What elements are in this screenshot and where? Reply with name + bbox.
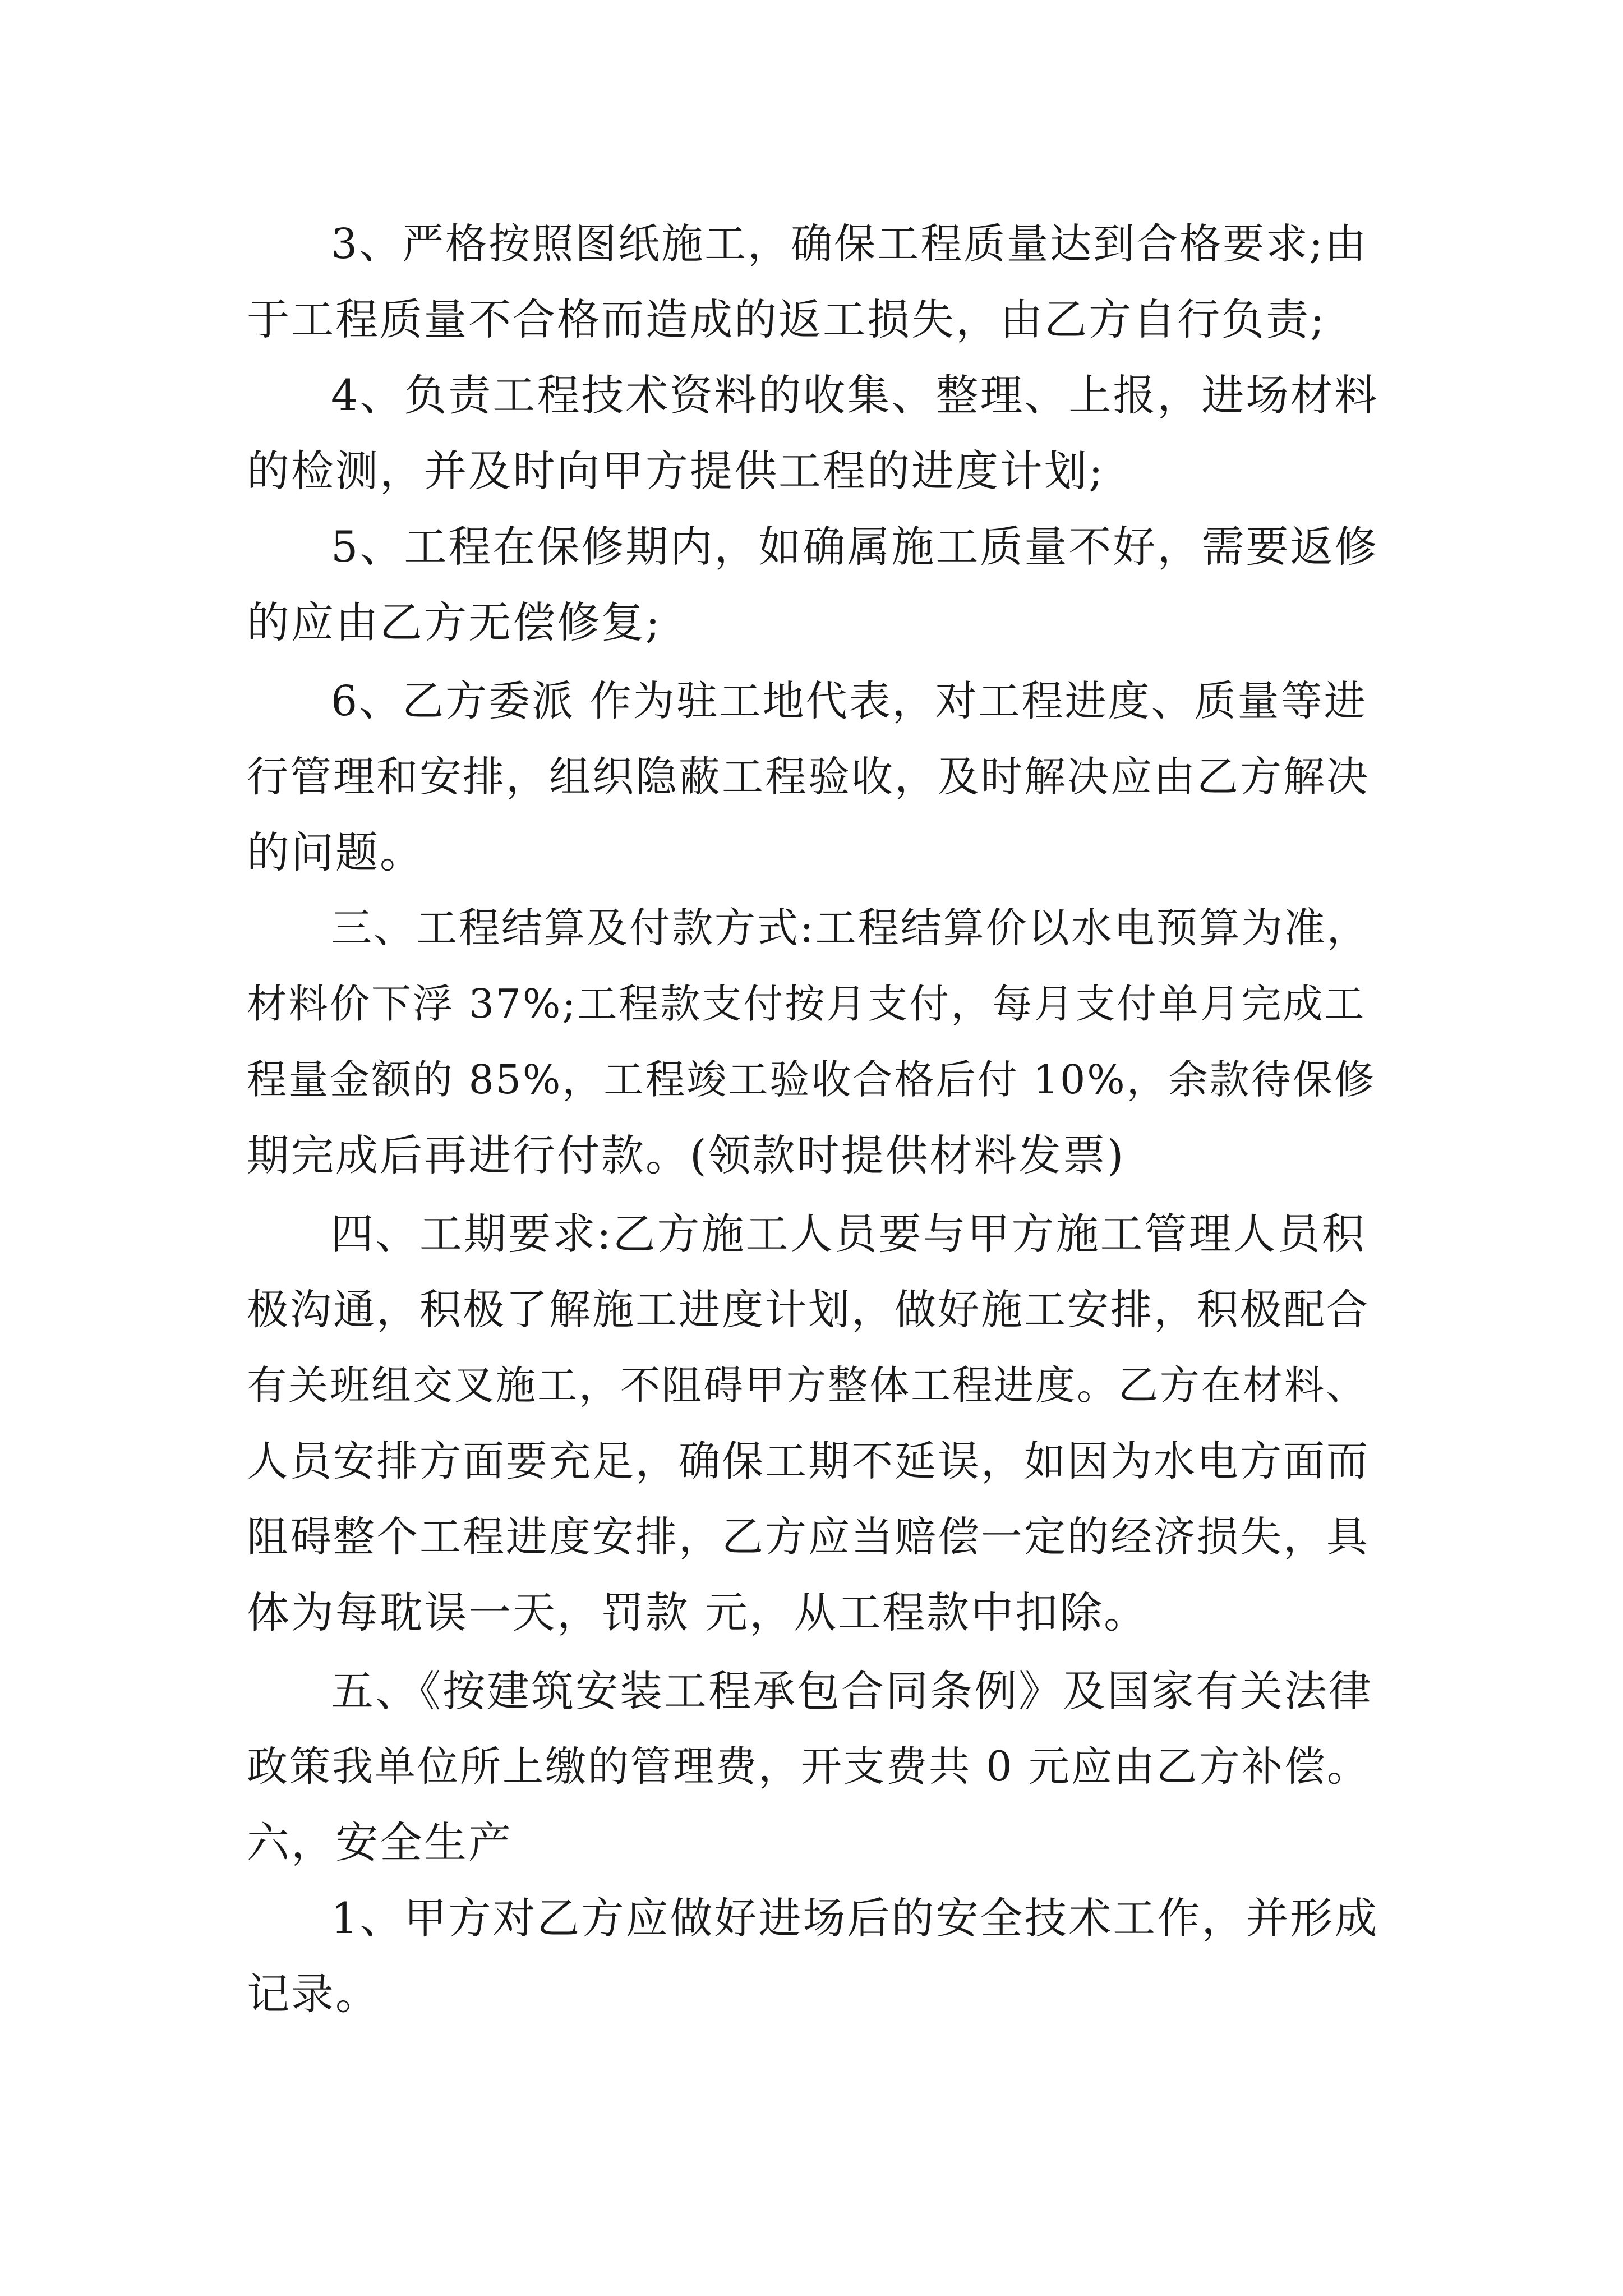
text-line: 极沟通，积极了解施工进度计划，做好施工安排，积极配合 bbox=[247, 1286, 1370, 1334]
text-line: 政策我单位所上缴的管理费，开支费共 0 元应由乙方补偿。 bbox=[247, 1743, 1370, 1791]
text-line: 三、工程结算及付款方式:工程结算价以水电预算为准， bbox=[331, 904, 1370, 952]
text-line: 5、工程在保修期内，如确属施工质量不好，需要返修 bbox=[331, 522, 1379, 572]
text-line: 于工程质量不合格而造成的返工损失，由乙方自行负责; bbox=[247, 295, 1326, 344]
text-line: 的问题。 bbox=[247, 827, 424, 877]
text-line: 1、甲方对乙方应做好进场后的安全技术工作，并形成 bbox=[331, 1893, 1379, 1943]
text-line: 体为每耽误一天，罚款 元，从工程款中扣除。 bbox=[247, 1588, 1149, 1637]
text-line: 的应由乙方无偿修复; bbox=[247, 597, 662, 647]
text-line: 六，安全生产 bbox=[247, 1818, 513, 1867]
text-line: 3、严格按照图纸施工，确保工程质量达到合格要求;由 bbox=[331, 220, 1368, 268]
text-line: 四、工期要求:乙方施工人员要与甲方施工管理人员积 bbox=[331, 1209, 1366, 1259]
text-line: 五、《按建筑安装工程承包合同条例》及国家有关法律 bbox=[331, 1666, 1373, 1716]
text-line: 6、乙方委派 作为驻工地代表，对工程进度、质量等进 bbox=[331, 677, 1367, 725]
text-line: 行管理和安排，组织隐蔽工程验收，及时解决应由乙方解决 bbox=[247, 753, 1370, 801]
text-line: 人员安排方面要充足，确保工期不延误，如因为水电方面而 bbox=[247, 1437, 1370, 1485]
text-line: 4、负责工程技术资料的收集、整理、上报，进场材料 bbox=[331, 370, 1379, 420]
text-line: 的检测，并及时向甲方提供工程的进度计划; bbox=[247, 446, 1105, 496]
text-line: 有关班组交叉施工，不阻碍甲方整体工程进度。乙方在材料、 bbox=[247, 1362, 1368, 1409]
text-line: 记录。 bbox=[247, 1969, 380, 2019]
text-line: 期完成后再进行付款。(领款时提供材料发票) bbox=[247, 1130, 1126, 1180]
text-line: 阻碍整个工程进度安排，乙方应当赔偿一定的经济损失，具 bbox=[247, 1513, 1370, 1561]
text-line: 程量金额的 85%，工程竣工验收合格后付 10%，余款待保修 bbox=[247, 1056, 1376, 1103]
text-line: 材料价下浮 37%;工程款支付按月支付，每月支付单月完成工 bbox=[247, 981, 1366, 1027]
